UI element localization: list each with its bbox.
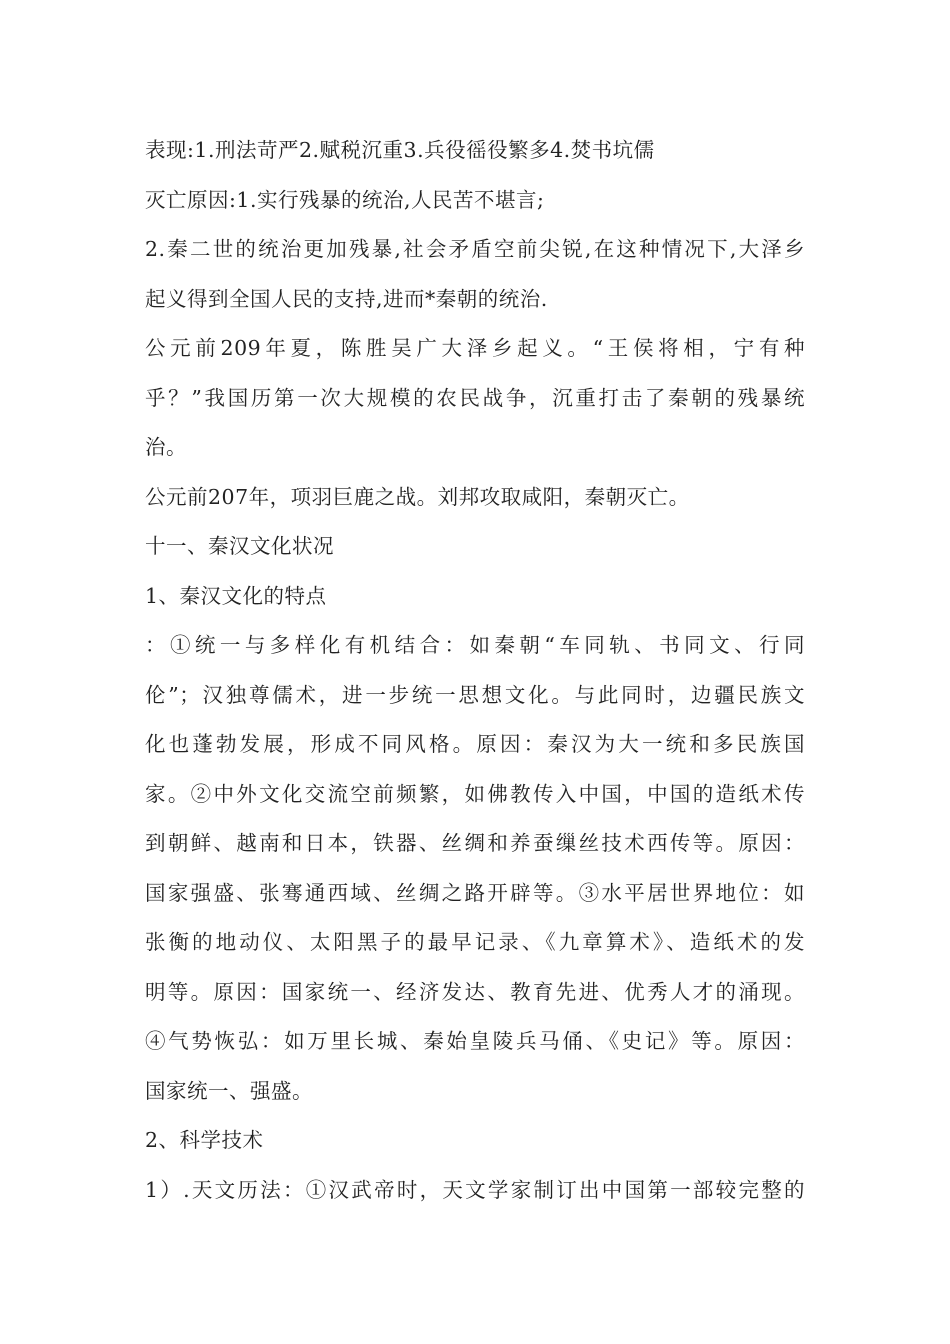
text-line-8: 公元前207年，项羽巨鹿之战。刘邦攻取咸阳，秦朝灭亡。 — [145, 484, 690, 509]
section-heading: 十一、秦汉文化状况 — [145, 534, 334, 558]
document-body — [145, 126, 805, 1215]
text-line-5: 公元前209年夏，陈胜吴广大泽乡起义。“王侯将相，宁有种 — [145, 336, 805, 360]
text-line-20: 国家统一、强盛。 — [145, 1078, 313, 1103]
text-line-1: 表现:1.刑法苛严2.赋税沉重3.兵役徭役繁多4.焚书坑儒 — [145, 138, 655, 162]
text-line-4: 起义得到全国人民的支持,进而*秦朝的统治. — [145, 286, 548, 311]
text-line-18: 明等。原因：国家统一、经济发达、教育先进、优秀人才的涌现。 — [145, 979, 805, 1004]
text-line-11: ：①统一与多样化有机结合：如秦朝“车同轨、书同文、行同 — [145, 633, 805, 657]
text-line-14: 家。②中外文化交流空前频繁，如佛教传入中国，中国的造纸术传 — [145, 781, 805, 806]
subsection-heading-1: 1、秦汉文化的特点 — [145, 583, 327, 608]
text-line-16: 国家强盛、张骞通西域、丝绸之路开辟等。③水平居世界地位：如 — [145, 880, 805, 905]
text-line-15: 到朝鲜、越南和日本，铁器、丝绸和养蚕缫丝技术西传等。原因： — [145, 831, 805, 855]
text-line-19: ④气势恢弘：如万里长城、秦始皇陵兵马俑、《史记》等。原因： — [145, 1029, 805, 1053]
text-line-6: 乎？”我国历第一次大规模的农民战争，沉重打击了秦朝的残暴统 — [145, 385, 805, 410]
text-line-12: 伦”；汉独尊儒术，进一步统一思想文化。与此同时，边疆民族文 — [145, 682, 805, 707]
subsection-heading-2: 2、科学技术 — [145, 1128, 264, 1152]
text-line-13: 化也蓬勃发展，形成不同风格。原因：秦汉为大一统和多民族国 — [145, 732, 805, 756]
text-line-17: 张衡的地动仪、太阳黑子的最早记录、《九章算术》、造纸术的发 — [145, 930, 805, 954]
text-line-7: 治。 — [145, 435, 187, 459]
text-line-2: 灭亡原因:1.实行残暴的统治,人民苦不堪言; — [145, 187, 545, 212]
text-line-3: 2.秦二世的统治更加残暴,社会矛盾空前尖锐,在这种情况下,大泽乡 — [145, 237, 805, 261]
text-line-22: 1）.天文历法：①汉武帝时，天文学家制订出中国第一部较完整的 — [145, 1177, 805, 1202]
